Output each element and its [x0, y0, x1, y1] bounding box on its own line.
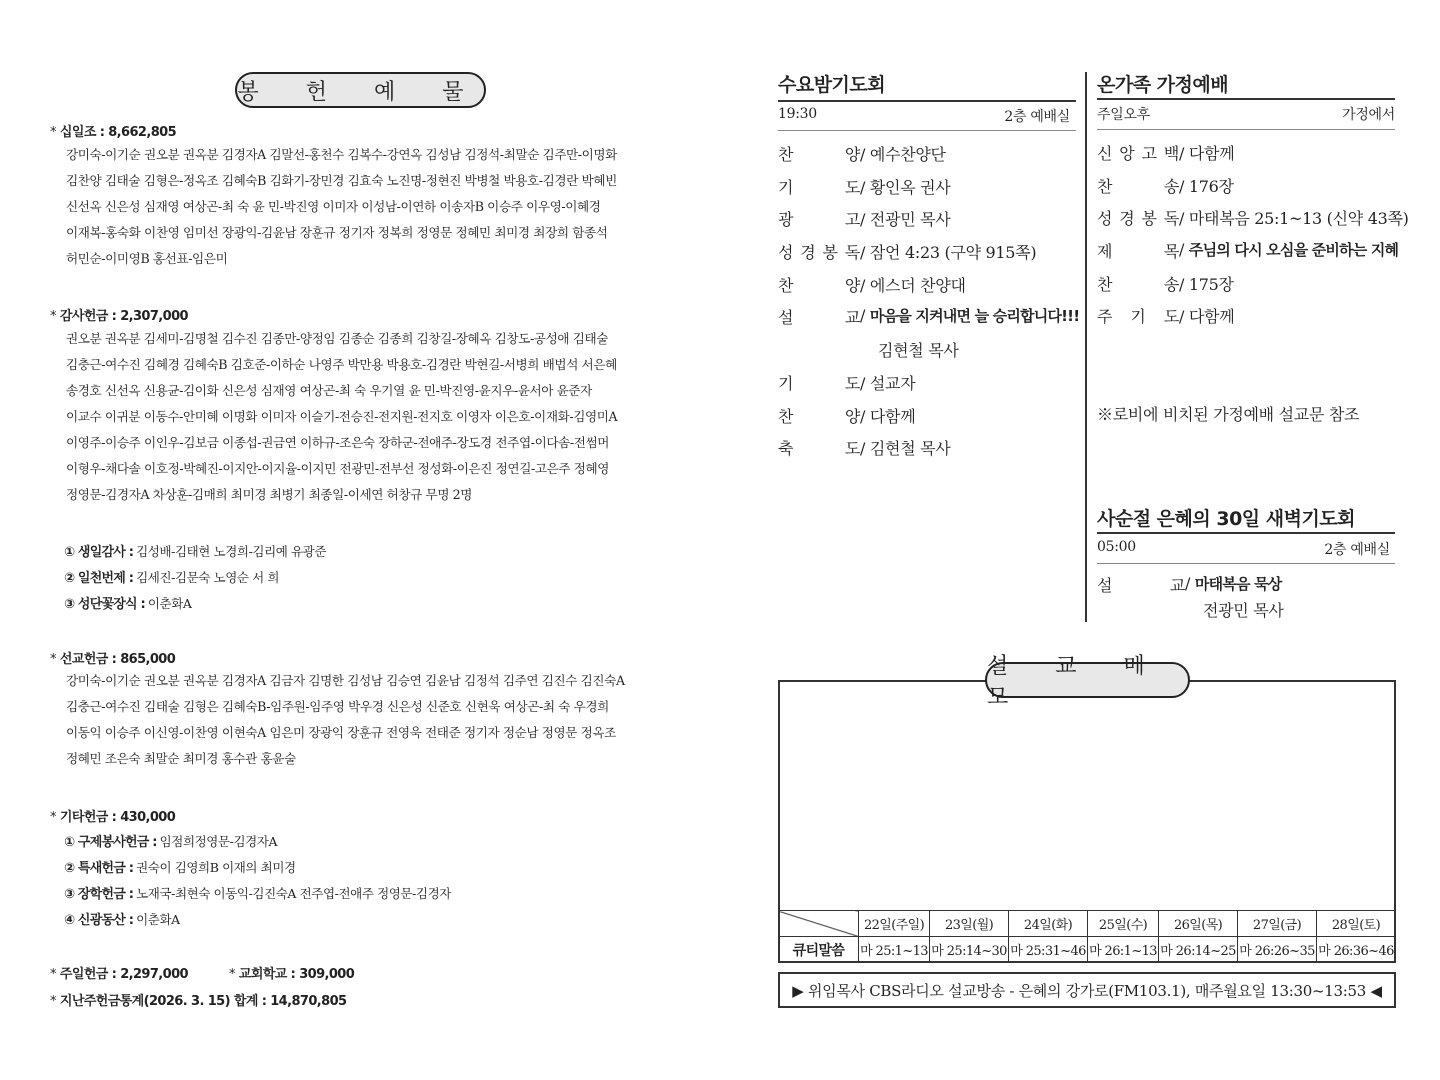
order-text: 에스더 찬양대	[869, 275, 966, 295]
order-text: 김현철 목사	[869, 439, 951, 459]
sub-item	[64, 593, 192, 612]
qt-label: 큐티말씀	[779, 937, 859, 963]
order-label: 기 도	[778, 373, 860, 393]
order-item	[778, 305, 1079, 338]
order-text: 예수찬양단	[869, 145, 946, 164]
family-note: ※로비에 비치된 가정예배 설교문 참조	[1097, 405, 1360, 424]
order-value	[1179, 272, 1234, 295]
qt-passage: 마 25:1~13	[859, 937, 930, 963]
slash: /	[860, 243, 870, 263]
order-item	[778, 207, 1079, 240]
order-item	[778, 371, 1079, 404]
sub-label: ② 특새헌금 :	[64, 861, 134, 876]
order-value	[860, 305, 1079, 326]
thanks-heading: * 감사헌금 : 2,307,000	[50, 309, 188, 324]
name-line: 신선옥 신은성 심재영 여상곤-최 숙 윤 민-박진영 이미자 이성남-이연하 이송자B 이승주 이우영-이혜경	[66, 199, 601, 214]
order-text: 마태복음 묵상	[1194, 575, 1282, 593]
order-item	[1097, 598, 1284, 631]
sub-value: 노재국-최현숙 이동익-김진숙A 전주엽-전애주 정영문-김경자	[136, 886, 451, 901]
order-label: 찬 송	[1097, 176, 1179, 196]
slash: /	[860, 275, 870, 295]
name-line: 이형우-채다솔 이호정-박혜진-이지안-이지율-이지민 전광민-전부선 정성화-이은진 정연길-고은주 정혜영	[66, 461, 610, 476]
order-label: 설 교	[778, 308, 860, 328]
order-value	[1203, 598, 1284, 621]
order-label: 찬 양	[778, 145, 860, 164]
qt-passage: 마 25:14~30	[930, 937, 1009, 963]
order-text: 황인옥 권사	[869, 177, 951, 197]
order-value	[860, 436, 950, 459]
sub-value: 이춘화A	[147, 596, 192, 611]
order-item	[1097, 272, 1409, 305]
sub-label: ① 생일감사 :	[64, 545, 134, 560]
slash: /	[860, 406, 870, 426]
sub-label: ① 구제봉사헌금 :	[64, 835, 157, 850]
name-line: 강미숙-이기순 권오분 권옥분 김경자A 김말선-홍천수 김복수-강연옥 김성남 김정석-최말순 김주만-이명화	[66, 147, 617, 162]
slash: /	[1179, 176, 1189, 196]
name-line: 이동익 이승주 이신영-이찬영 이현숙A 임은미 장광익 장훈규 전영욱 전태준 정기자 정순남 정영문 정옥조	[66, 725, 616, 740]
sub-item	[64, 857, 296, 876]
order-text: 잠언 4:23 (구약 915쪽)	[869, 243, 1037, 263]
order-label: 기 도	[778, 177, 860, 197]
order-label: 설 교	[1097, 576, 1185, 595]
qt-table	[778, 910, 1396, 963]
order-value	[860, 175, 950, 198]
divider	[1097, 98, 1395, 100]
order-value	[860, 371, 915, 394]
order-text: 설교자	[869, 373, 916, 393]
name-line: 김충근-여수진 김태술 김형은 김혜숙B-임주원-임주영 박우경 신은성 신준호 신현욱 여상곤-최 숙 우경희	[66, 699, 609, 714]
qt-day: 22일(주일)	[859, 911, 930, 937]
wednesday-order	[778, 142, 1079, 469]
qt-day: 24일(화)	[1009, 911, 1088, 937]
family-meta: 주일오후 가정에서	[1097, 107, 1395, 123]
sub-label: ③ 성단꽃장식 :	[64, 597, 145, 612]
order-item	[778, 404, 1079, 437]
sunday-offering: * 주일헌금 : 2,297,000	[50, 967, 188, 982]
slash: /	[860, 306, 870, 326]
order-item	[1097, 304, 1409, 337]
order-text: 176장	[1188, 176, 1234, 196]
slash: /	[860, 145, 870, 164]
qt-passage: 마 26:36~46	[1317, 937, 1396, 963]
radio-banner: ▶ 위임목사 CBS라디오 설교방송 - 은혜의 강가로(FM103.1), 매주월요일 13:30~13:53 ◀	[778, 972, 1396, 1008]
order-label: 제 목	[1097, 242, 1179, 262]
order-text: 다함께	[869, 406, 916, 426]
order-text: 175장	[1188, 274, 1234, 294]
order-item	[778, 273, 1079, 306]
qt-passage: 마 26:14~25	[1159, 937, 1238, 963]
dawn-order	[1097, 573, 1284, 630]
slash: /	[860, 177, 870, 197]
qt-day: 25일(수)	[1088, 911, 1159, 937]
slash: /	[1179, 240, 1189, 260]
slash: /	[860, 439, 870, 459]
other-heading: * 기타헌금 : 430,000	[50, 810, 176, 825]
order-text: 마음을 지켜내면 늘 승리합니다!!!	[869, 307, 1080, 326]
family-title: 온가족 가정예배	[1097, 74, 1229, 96]
name-line: 정영문-김경자A 차상훈-김매희 최미경 최병기 최종일-이세연 허창규 무명 2명	[66, 487, 473, 502]
name-line: 강미숙-이기순 권오분 권옥분 김경자A 김금자 김명한 김성남 김승연 김윤남 김정석 김주연 김진수 김진숙A	[66, 673, 625, 688]
thanks-names	[66, 326, 656, 508]
order-value	[1179, 206, 1409, 229]
order-label: 주 기 도	[1097, 307, 1179, 327]
tithe-names	[66, 142, 656, 272]
sub-label: ② 일천번제 :	[64, 571, 134, 586]
dawn-title: 사순절 은혜의 30일 새벽기도회	[1097, 508, 1356, 530]
order-label: 광 고	[778, 210, 860, 230]
slash: /	[860, 210, 870, 230]
order-label: 성 경 봉 독	[778, 243, 860, 263]
wednesday-meta: 19:30 2층 예배실	[778, 106, 1070, 125]
sub-value: 김성배-김태현 노경희-김리예 유광준	[136, 544, 327, 559]
sub-label: ③ 장학헌금 :	[64, 887, 134, 902]
memo-title: 설 교 메 모	[985, 662, 1190, 698]
order-text: 김현철 목사	[878, 341, 959, 361]
order-value	[860, 273, 966, 296]
order-label: 축 도	[778, 439, 860, 459]
name-line: 권오분 권옥분 김세미-김명철 김수진 김종만-양정임 김종순 김종희 김창길-장혜옥 김창도-공성애 김태술	[66, 331, 609, 346]
order-label: 성 경 봉 독	[1097, 209, 1179, 229]
order-item	[1097, 239, 1409, 272]
qt-day: 28일(토)	[1317, 911, 1396, 937]
mission-heading: * 선교헌금 : 865,000	[50, 652, 176, 667]
qt-passage: 마 26:26~35	[1238, 937, 1317, 963]
name-line: 허민순-이미영B 홍선표-임은미	[66, 251, 228, 266]
name-line: 송경호 신선옥 신용균-김이화 신은성 심재영 여상곤-최 숙 우기열 윤 민-박진영-윤지우-윤서아 윤준자	[66, 383, 592, 398]
order-text: 다함께	[1188, 144, 1235, 163]
order-item	[778, 240, 1079, 273]
order-item	[1097, 206, 1409, 239]
order-value	[1179, 141, 1234, 164]
order-value	[860, 142, 946, 165]
sub-item	[64, 567, 279, 586]
sub-item	[64, 831, 277, 850]
slash: /	[1185, 574, 1195, 593]
order-value	[860, 404, 915, 427]
order-value	[1179, 239, 1398, 260]
divider	[778, 100, 1076, 102]
sub-value: 이춘화A	[136, 912, 180, 927]
qt-passage: 마 26:1~13	[1088, 937, 1159, 963]
name-line: 김찬양 김태술 김형은-정옥조 김혜숙B 김화기-장민경 김효숙 노진명-정현진 박병철 박용호-김경란 박혜빈	[66, 173, 617, 188]
divider	[778, 130, 1076, 131]
divider	[1097, 532, 1395, 534]
name-line: 이영주-이승주 이인우-김보금 이종섭-권금연 이하규-조은숙 장하군-전애주-장도경 전주엽-이다솜-전썸머	[66, 435, 610, 450]
sub-value: 김세진-김문숙 노영순 서 희	[136, 570, 280, 585]
column-divider	[1085, 72, 1087, 622]
order-text: 전광민 목사	[869, 210, 951, 230]
order-value	[860, 207, 950, 230]
name-line: 김충근-여수진 김혜경 김혜숙B 김호준-이하순 나영주 박만용 박용호-김경란 박현길-서병희 배법석 서은혜	[66, 357, 617, 372]
order-item	[1097, 174, 1409, 207]
order-item	[778, 338, 1079, 371]
sub-item	[64, 909, 180, 928]
sub-label: ④ 신광동산 :	[64, 913, 134, 928]
order-text: 마태복음 25:1~13 (신약 43쪽)	[1188, 209, 1409, 229]
slash: /	[1179, 144, 1189, 163]
sub-value: 권숙이 김영희B 이재의 최미경	[136, 860, 296, 875]
sub-value: 임점희정영문-김경자A	[159, 834, 278, 849]
order-value	[1185, 573, 1281, 594]
sub-item	[64, 883, 451, 902]
order-value	[1179, 174, 1234, 197]
sub-item	[64, 541, 326, 560]
order-item	[1097, 141, 1409, 174]
order-item	[778, 142, 1079, 175]
slash: /	[1179, 209, 1189, 229]
order-text: 전광민 목사	[1203, 600, 1284, 620]
slash: /	[1179, 307, 1189, 327]
order-item	[778, 175, 1079, 208]
dawn-meta: 05:00 2층 예배실	[1097, 539, 1390, 558]
tithe-heading: * 십일조 : 8,662,805	[50, 125, 177, 140]
qt-days-row	[779, 911, 1396, 937]
order-value	[860, 240, 1036, 263]
order-label: 신 앙 고 백	[1097, 144, 1179, 163]
divider	[1097, 563, 1395, 564]
qt-day: 26일(목)	[1159, 911, 1238, 937]
mission-names	[66, 668, 656, 772]
family-order	[1097, 141, 1409, 337]
school-offering: * 교회학교 : 309,000	[229, 967, 355, 982]
corner-cell	[779, 911, 859, 937]
offering-stats: * 지난주헌금통계(2026. 3. 15) 합계 : 14,870,805	[50, 994, 347, 1009]
name-line: 이교수 이귀분 이동수-안미혜 이명화 이미자 이슬기-전승진-전지원-전지호 이영자 이은호-이재화-김영미A	[66, 409, 618, 424]
qt-day: 27일(금)	[1238, 911, 1317, 937]
order-label: 찬 양	[778, 275, 860, 295]
qt-day: 23일(월)	[930, 911, 1009, 937]
name-line: 정혜민 조은숙 최말순 최미경 홍수관 홍윤술	[66, 751, 296, 766]
order-item	[778, 436, 1079, 469]
qt-passage: 마 25:31~46	[1009, 937, 1088, 963]
wednesday-title: 수요밤기도회	[778, 74, 886, 96]
divider	[1097, 129, 1395, 130]
slash: /	[1179, 274, 1189, 294]
order-text: 주님의 다시 오심을 준비하는 지혜	[1188, 241, 1399, 260]
order-text: 다함께	[1188, 307, 1235, 327]
slash: /	[860, 373, 870, 393]
qt-passages-row	[779, 937, 1396, 963]
name-line: 이재복-홍숙화 이찬영 임미선 장광익-김윤남 장훈규 정기자 정복희 정영문 정혜민 최미경 최장희 함종석	[66, 225, 608, 240]
order-label: 찬 송	[1097, 274, 1179, 294]
offering-title: 봉 헌 예 물	[235, 72, 486, 108]
order-value	[1179, 304, 1234, 327]
order-value	[878, 338, 959, 361]
order-label: 찬 양	[778, 406, 860, 426]
